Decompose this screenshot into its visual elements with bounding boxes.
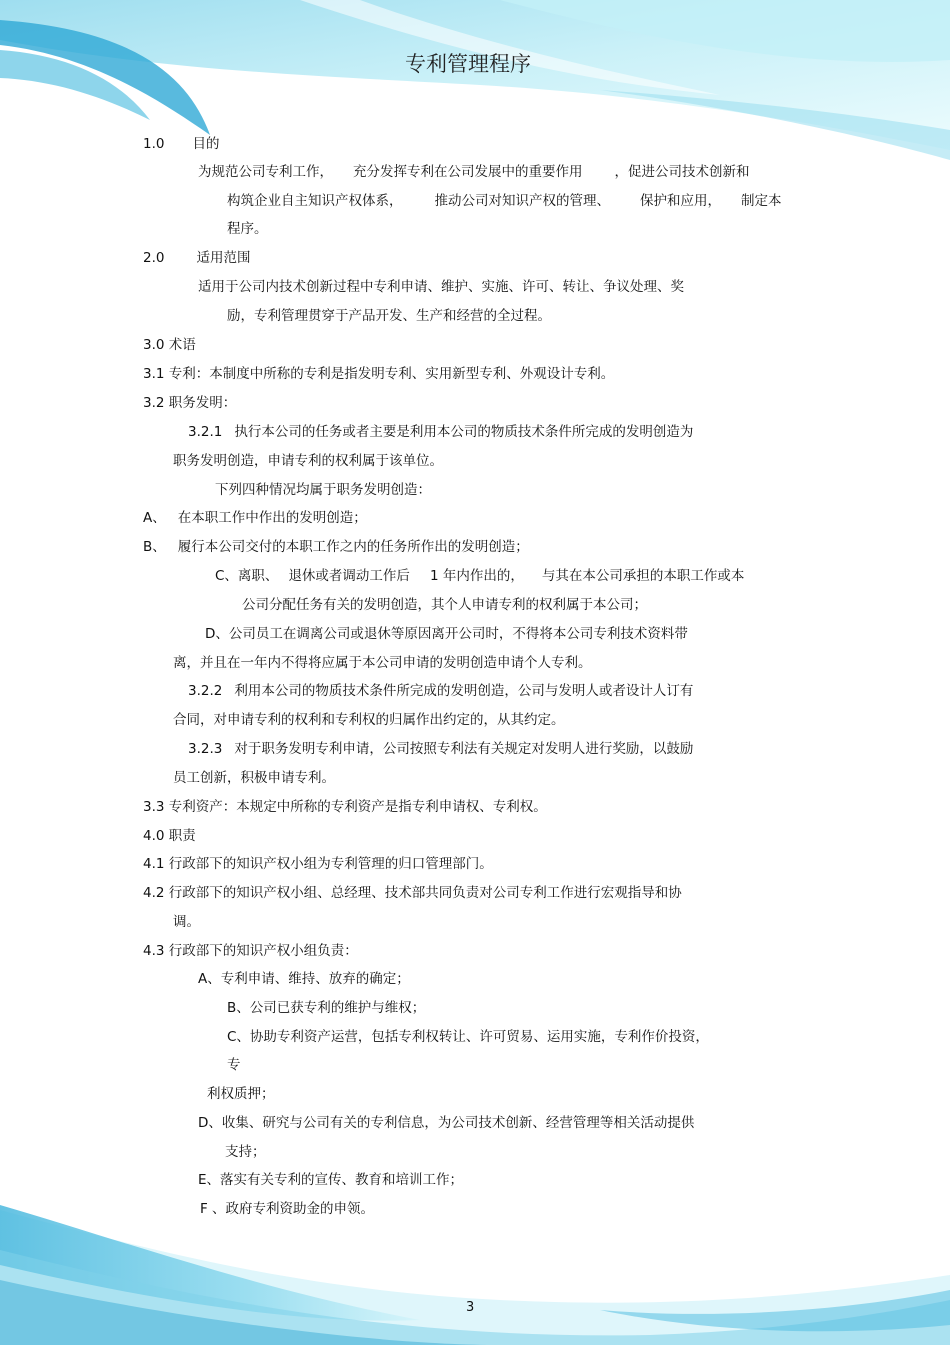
text-line: 支持； [225, 1144, 266, 1160]
text-line: 合同，对申请专利的权利和专利权的归属作出约定的，从其约定。 [173, 712, 565, 728]
text-line: 专 [227, 1057, 241, 1073]
section-1-heading: 1.0 目的 [143, 136, 220, 152]
clause-3-2: 3.2 职务发明： [143, 395, 237, 411]
section-2-heading: 2.0 适用范围 [143, 250, 251, 266]
text-line: 调。 [173, 914, 200, 930]
clause-3-2-3: 3.2.3 对于职务发明专利申请，公司按照专利法有关规定对发明人进行奖励，以鼓励 [188, 741, 694, 757]
text-line: 构筑企业自主知识产权体系， 推动公司对知识产权的管理、 保护和应用， 制定本 [227, 193, 782, 209]
list-item: B、 履行本公司交付的本职工作之内的任务所作出的发明创造； [143, 539, 529, 555]
clause-4-3: 4.3 行政部下的知识产权小组负责： [143, 943, 358, 959]
section-4-heading: 4.0 职责 [143, 828, 196, 844]
list-item: F 、政府专利资助金的申领。 [200, 1201, 375, 1217]
page-title: 专利管理程序 [405, 52, 531, 76]
text-line: 离，并且在一年内不得将应属于本公司申请的发明创造申请个人专利。 [173, 655, 592, 671]
text-line: 下列四种情况均属于职务发明创造： [215, 482, 431, 498]
list-item: D、收集、研究与公司有关的专利信息，为公司技术创新、经营管理等相关活动提供 [198, 1115, 695, 1131]
list-item: D、公司员工在调离公司或退休等原因离开公司时，不得将本公司专利技术资料带 [205, 626, 688, 642]
text-line: 程序。 [227, 221, 268, 237]
text-line: 员工创新，积极申请专利。 [173, 770, 335, 786]
page-number: 3 [466, 1300, 475, 1315]
list-item: C、离职、 退休或者调动工作后 1 年内作出的， 与其在本公司承担的本职工作或本 [215, 568, 745, 584]
clause-3-1: 3.1 专利：本制度中所称的专利是指发明专利、实用新型专利、外观设计专利。 [143, 366, 615, 382]
text-line: 公司分配任务有关的发明创造，其个人申请专利的权利属于本公司； [242, 597, 647, 613]
text-line: 为规范公司专利工作， 充分发挥专利在公司发展中的重要作用 ，促进公司技术创新和 [198, 164, 750, 180]
list-item: C、协助专利资产运营，包括专利权转让、许可贸易、运用实施，专利作价投资， [227, 1029, 709, 1045]
text-line: 利权质押； [207, 1086, 275, 1102]
clause-3-2-2: 3.2.2 利用本公司的物质技术条件所完成的发明创造，公司与发明人或者设计人订有 [188, 683, 694, 699]
clause-4-2: 4.2 行政部下的知识产权小组、总经理、技术部共同负责对公司专利工作进行宏观指导和协 [143, 885, 682, 901]
clause-4-1: 4.1 行政部下的知识产权小组为专利管理的归口管理部门。 [143, 856, 493, 872]
clause-3-2-1: 3.2.1 执行本公司的任务或者主要是利用本公司的物质技术条件所完成的发明创造为 [188, 424, 694, 440]
list-item: E、落实有关专利的宣传、教育和培训工作； [198, 1172, 464, 1188]
section-3-heading: 3.0 术语 [143, 337, 196, 353]
text-line: 职务发明创造，申请专利的权利属于该单位。 [173, 453, 443, 469]
clause-3-3: 3.3 专利资产：本规定中所称的专利资产是指专利申请权、专利权。 [143, 799, 547, 815]
list-item: B、公司已获专利的维护与维权； [227, 1000, 426, 1016]
list-item: A、 在本职工作中作出的发明创造； [143, 510, 367, 526]
text-line: 励，专利管理贯穿于产品开发、生产和经营的全过程。 [227, 308, 551, 324]
list-item: A、专利申请、维持、放弃的确定； [198, 971, 410, 987]
text-line: 适用于公司内技术创新过程中专利申请、维护、实施、许可、转让、争议处理、奖 [198, 279, 684, 295]
